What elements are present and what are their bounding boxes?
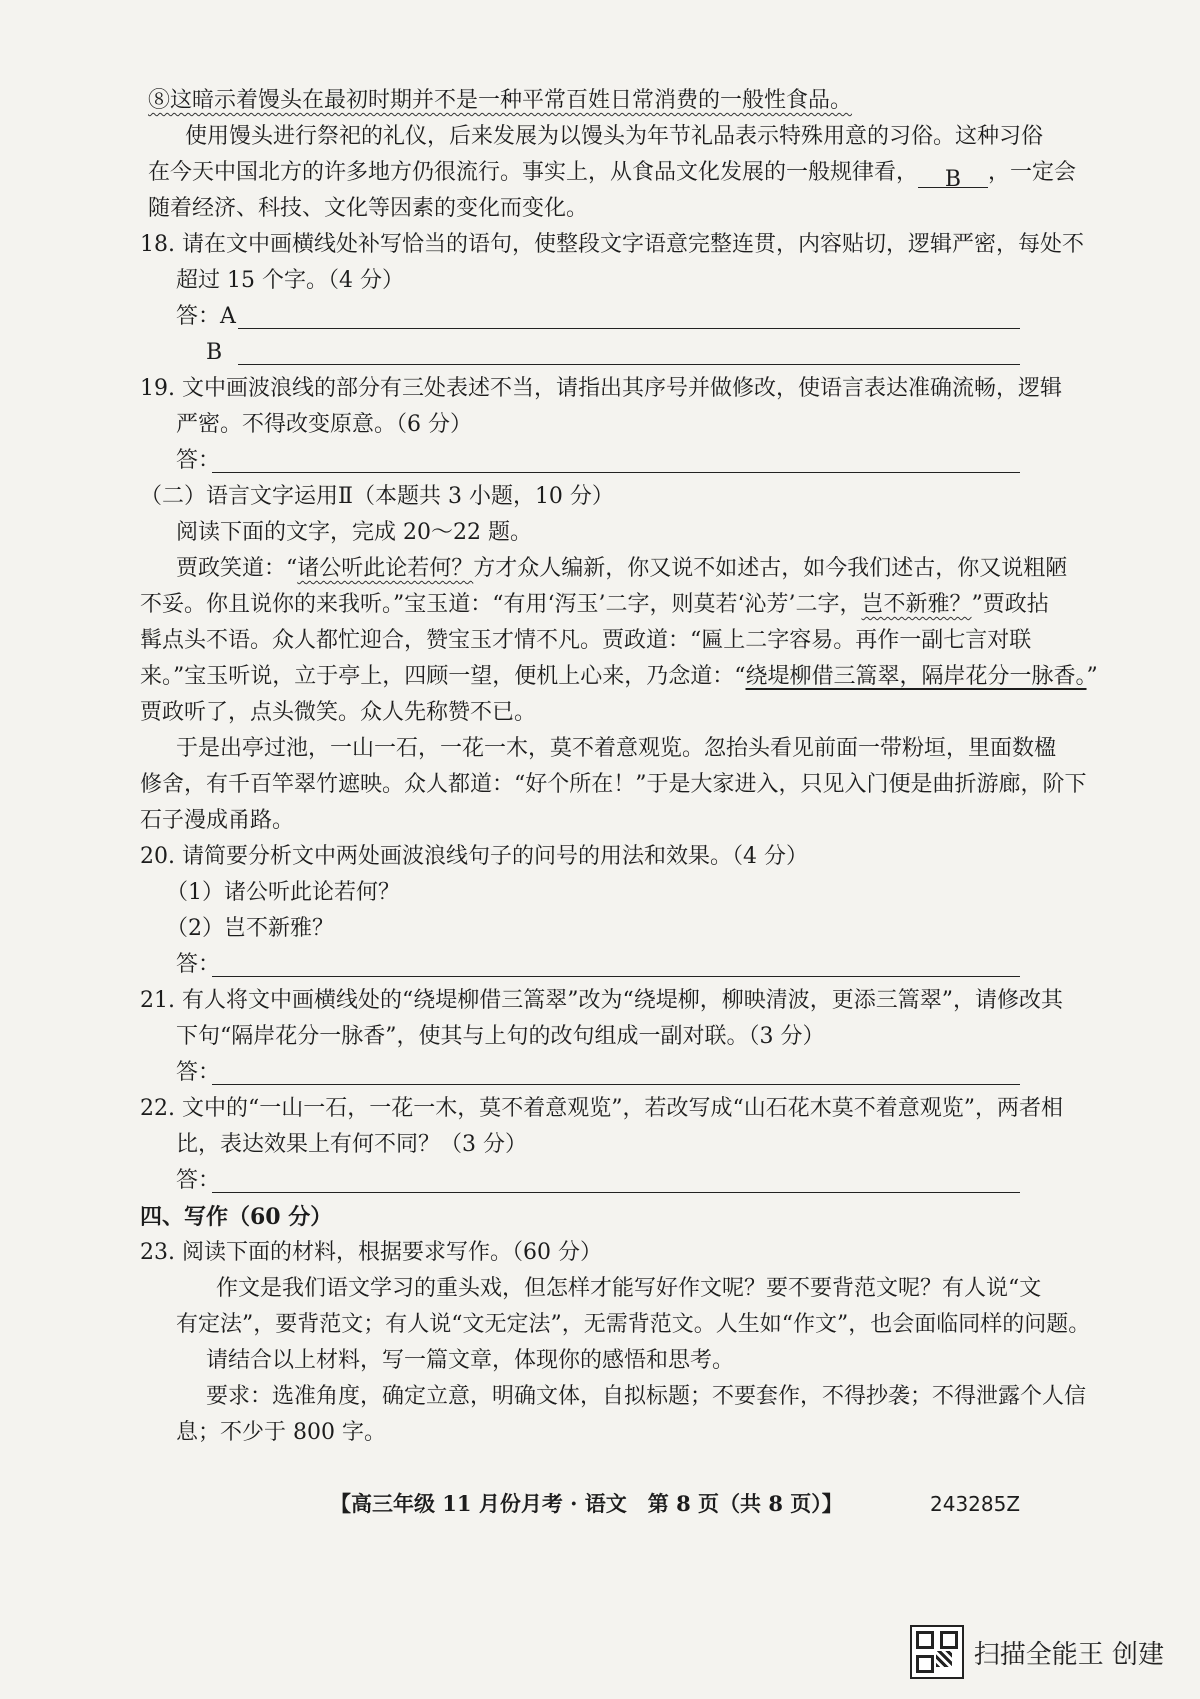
answer-label-b: B: [206, 340, 223, 365]
story-line: 髯点头不语。众人都忙迎合，赞宝玉才情不凡。贾政道：“匾上二字容易。再作一副七言对联: [140, 628, 1032, 653]
answer-label-a: 答：A: [176, 304, 236, 329]
answer-label: 答：: [176, 448, 221, 473]
question-22-cont: 比，表达效果上有何不同？（3 分）: [176, 1132, 527, 1157]
writing-requirements-cont: 息；不少于 800 字。: [176, 1420, 386, 1445]
question-21-cont: 下句“隔岸花分一脉香”，使其与上句的改句组成一副对联。（3 分）: [176, 1024, 825, 1049]
story-line: 于是出亭过池，一山一石，一花一木，莫不着意观览。忽抬头看见前面一带粉垣，里面数楹: [176, 736, 1057, 761]
answer-line-20[interactable]: [212, 976, 1020, 977]
wavy-sentence-1: 诸公听此论若何？: [297, 556, 474, 581]
story-text: 来。”宝玉听说，立于亭上，四顾一望，便机上心来，乃念道：“: [140, 664, 746, 689]
story-line: [140, 590, 1049, 620]
material-line: 有定法”，要背范文；有人说“文无定法”，无需背范文。人生如“作文”，也会面临同样的问题。: [176, 1312, 1091, 1337]
question-23: 23. 阅读下面的材料，根据要求写作。（60 分）: [140, 1240, 602, 1265]
question-20-item-1: （1）诸公听此论若何？: [166, 880, 400, 905]
story-line: [140, 662, 1098, 692]
question-21: 21. 有人将文中画横线处的“绕堤柳借三篙翠”改为“绕堤柳，柳映清波，更添三篙翠”，请修改其: [140, 988, 1063, 1013]
question-19-cont: 严密。不得改变原意。（6 分）: [176, 412, 472, 437]
story-line: 修舍，有千百竿翠竹遮映。众人都道：“好个所在！”于是大家进入，只见入门便是曲折游廊，阶下: [140, 772, 1087, 797]
passage-text: 在今天中国北方的许多地方仍很流行。事实上，从食品文化发展的一般规律看，: [148, 160, 919, 185]
scanner-watermark: [910, 1625, 1164, 1679]
exam-code: 243285Z: [930, 1492, 1021, 1516]
question-18-cont: 超过 15 个字。（4 分）: [176, 268, 404, 293]
wavy-sentence-2: 岂不新雅？: [861, 592, 972, 617]
story-text: ”: [1086, 664, 1098, 689]
answer-line-22[interactable]: [212, 1192, 1020, 1193]
watermark-text: 扫描全能王 创建: [973, 1639, 1164, 1670]
passage-line: 使用馒头进行祭祀的礼仪，后来发展为以馒头为年节礼品表示特殊用意的习俗。这种习俗: [185, 124, 1044, 149]
story-line: 石子漫成甬路。: [140, 808, 295, 833]
question-18: 18. 请在文中画横线处补写恰当的语句，使整段文字语意完整连贯，内容贴切，逻辑严密，每处不: [140, 232, 1084, 257]
answer-line-a[interactable]: [238, 328, 1020, 329]
page-footer: 【高三年级 11 月份月考 · 语文 第 8 页（共 8 页）】: [330, 1491, 843, 1516]
material-line: 作文是我们语文学习的重头戏，但怎样才能写好作文呢？要不要背范文呢？有人说“文: [216, 1276, 1042, 1301]
question-22: 22. 文中的“一山一石，一花一木，莫不着意观览”，若改写成“山石花木莫不着意观览”，两者相: [140, 1096, 1063, 1121]
question-20: 20. 请简要分析文中两处画波浪线句子的问号的用法和效果。（4 分）: [140, 844, 808, 869]
story-text: 贾政笑道：“: [176, 556, 298, 581]
passage-line: [148, 158, 1077, 192]
blank-b: [918, 165, 988, 192]
section-title: 四、写作（60 分）: [140, 1204, 333, 1230]
story-line: 贾政听了，点头微笑。众人先称赞不已。: [140, 700, 537, 725]
blank-label: B: [944, 167, 962, 192]
section-intro: 阅读下面的文字，完成 20～22 题。: [176, 520, 532, 545]
answer-line-b[interactable]: [238, 364, 1020, 365]
answer-label: 答：: [176, 952, 221, 977]
question-19: 19. 文中画波浪线的部分有三处表述不当，请指出其序号并做修改，使语言表达准确流畅，逻辑: [140, 376, 1062, 401]
underlined-couplet: 绕堤柳借三篙翠，隔岸花分一脉香。: [745, 664, 1087, 689]
writing-instruction: 请结合以上材料，写一篇文章，体现你的感悟和思考。: [206, 1348, 735, 1373]
question-20-item-2: （2）岂不新雅？: [166, 916, 334, 941]
answer-label: 答：: [176, 1060, 221, 1085]
section-title: （二）语言文字运用Ⅱ（本题共 3 小题，10 分）: [140, 484, 614, 509]
passage-line: 随着经济、科技、文化等因素的变化而变化。: [148, 196, 589, 221]
answer-label: 答：: [176, 1168, 221, 1193]
qr-code-icon: [910, 1625, 964, 1679]
story-text: 不妥。你且说你的来我听。”宝玉道：“有用‘泻玉’二字，则莫若‘沁芳’二字，: [140, 592, 862, 617]
story-text: 方才众人编新，你又说不如述古，如今我们述古，你又说粗陋: [473, 556, 1068, 581]
answer-line-21[interactable]: [212, 1084, 1020, 1085]
passage-text: ，一定会: [988, 160, 1077, 185]
story-line: [176, 554, 1067, 584]
answer-line-19[interactable]: [212, 472, 1020, 473]
passage-sentence-8: ⑧这暗示着馒头在最初时期并不是一种平常百姓日常消费的一般性食品。: [148, 88, 853, 113]
writing-requirements: 要求：选准角度，确定立意，明确文体，自拟标题；不要套作，不得抄袭；不得泄露个人信: [206, 1384, 1087, 1409]
story-text: ”贾政拈: [971, 592, 1049, 617]
